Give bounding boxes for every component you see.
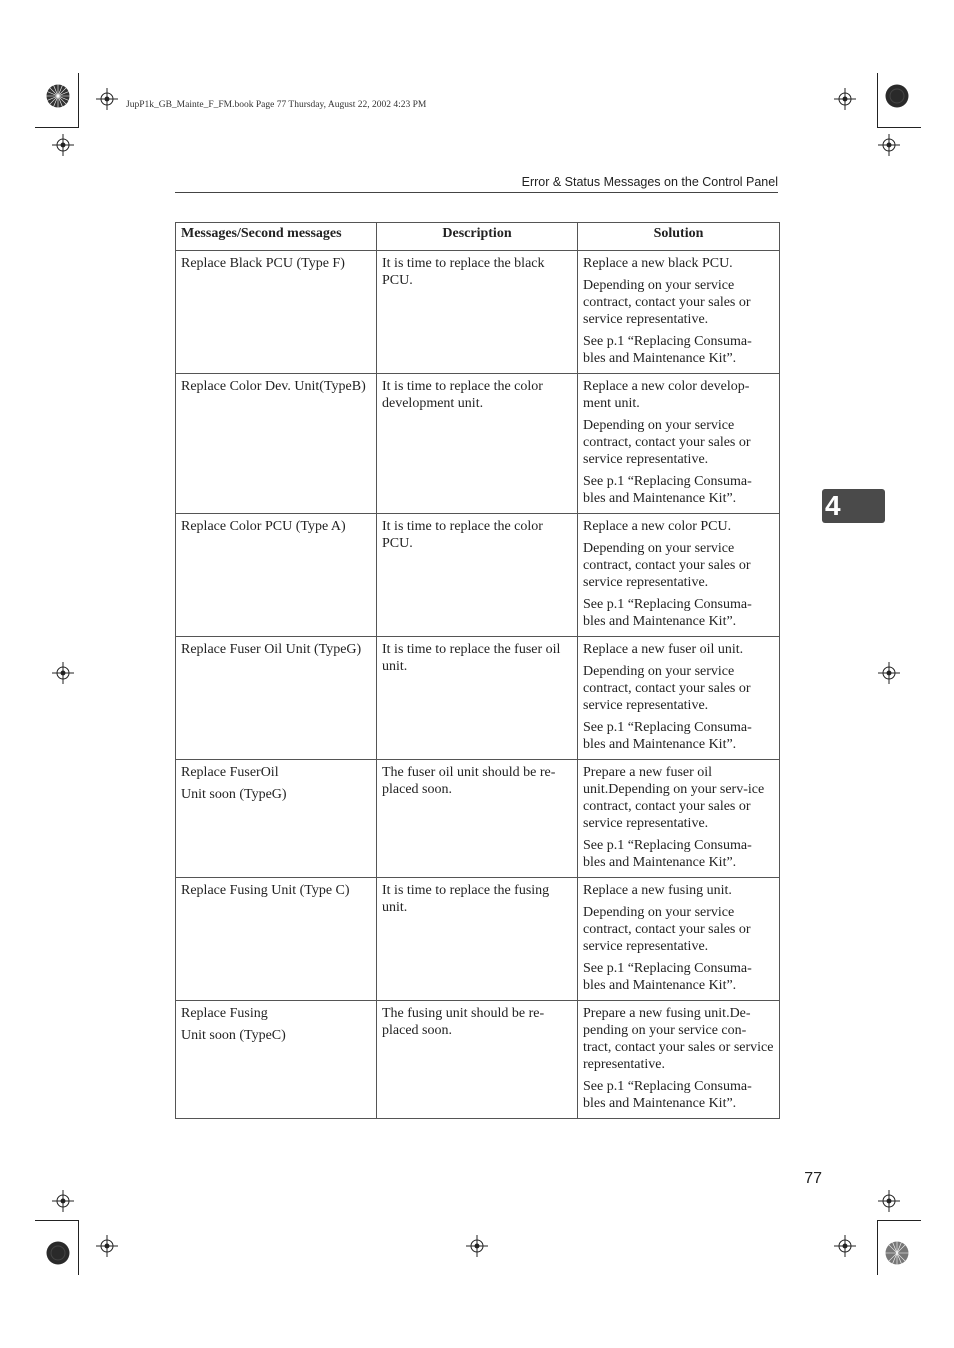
solution-cell <box>578 637 780 760</box>
registration-mark-icon <box>96 1235 118 1257</box>
registration-mark-icon <box>466 1235 488 1257</box>
message-cell <box>176 760 377 878</box>
page-number: 77 <box>804 1170 822 1187</box>
registration-mark-icon <box>52 1190 74 1212</box>
color-wheel-mark-icon <box>46 84 70 108</box>
column-header-solution: Solution <box>578 223 780 251</box>
description-text: It is time to replace the fuser oil unit. <box>382 642 561 674</box>
message-cell <box>176 374 377 514</box>
solid-dot-mark-icon <box>885 84 909 108</box>
message-cell <box>176 1001 377 1119</box>
column-header-messages: Messages/Second messages <box>176 223 377 251</box>
table-row <box>176 251 780 374</box>
solution-text: See p.1 “Replacing Consuma-bles and Maintenance Kit”. <box>583 838 752 870</box>
table-row <box>176 760 780 878</box>
solution-text: Depending on your service contract, contact your sales or service representative. <box>583 541 751 590</box>
chapter-tab <box>822 489 885 523</box>
messages-table <box>175 222 780 1119</box>
message-text: Replace FuserOil <box>181 765 279 780</box>
solution-cell <box>578 1001 780 1119</box>
description-cell <box>377 514 578 637</box>
description-text: The fuser oil unit should be re-placed soon. <box>382 765 556 797</box>
description-cell <box>377 251 578 374</box>
description-text: It is time to replace the color development unit. <box>382 379 543 411</box>
description-cell <box>377 637 578 760</box>
solution-cell <box>578 878 780 1001</box>
solution-text: Depending on your service contract, contact your sales or service representative. <box>583 905 751 954</box>
solid-dot-mark-icon <box>46 1241 70 1265</box>
solution-text: Prepare a new fusing unit.De-pending on your service con-tract, contact your sales or service representative. <box>583 1006 774 1072</box>
message-text: Replace Fuser Oil Unit (TypeG) <box>181 642 362 657</box>
registration-mark-icon <box>52 662 74 684</box>
registration-mark-icon <box>878 1190 900 1212</box>
solution-text: Replace a new color PCU. <box>583 519 732 534</box>
description-text: It is time to replace the fusing unit. <box>382 883 550 915</box>
print-info: JupP1k_GB_Mainte_F_FM.book Page 77 Thursday, August 22, 2002 4:23 PM <box>126 100 427 110</box>
description-cell <box>377 374 578 514</box>
registration-mark-icon <box>834 1235 856 1257</box>
solution-text: Depending on your service contract, contact your sales or service representative. <box>583 418 751 467</box>
solution-text: See p.1 “Replacing Consuma-bles and Maintenance Kit”. <box>583 1079 752 1111</box>
solution-text: Replace a new fuser oil unit. <box>583 642 744 657</box>
message-cell <box>176 878 377 1001</box>
solution-text: See p.1 “Replacing Consuma-bles and Maintenance Kit”. <box>583 961 752 993</box>
description-text: It is time to replace the color PCU. <box>382 519 543 551</box>
table-row <box>176 637 780 760</box>
message-text: Replace Color PCU (Type A) <box>181 519 346 534</box>
column-header-description: Description <box>377 223 578 251</box>
solution-text: Replace a new fusing unit. <box>583 883 732 898</box>
solution-cell <box>578 760 780 878</box>
message-cell <box>176 637 377 760</box>
message-text: Replace Black PCU (Type F) <box>181 256 345 271</box>
solution-text: See p.1 “Replacing Consuma-bles and Maintenance Kit”. <box>583 334 752 366</box>
solution-cell <box>578 374 780 514</box>
description-cell <box>377 760 578 878</box>
solution-text: See p.1 “Replacing Consuma-bles and Maintenance Kit”. <box>583 474 752 506</box>
chapter-number: 4 <box>825 490 841 521</box>
solution-cell <box>578 251 780 374</box>
solution-cell <box>578 514 780 637</box>
registration-mark-icon <box>878 134 900 156</box>
message-cell <box>176 251 377 374</box>
message-text: Replace Color Dev. Unit(TypeB) <box>181 379 366 394</box>
solution-text: Replace a new black PCU. <box>583 256 733 271</box>
message-text: Unit soon (TypeC) <box>181 1028 286 1043</box>
running-header: Error & Status Messages on the Control Panel <box>175 174 778 193</box>
description-cell <box>377 1001 578 1119</box>
description-text: The fusing unit should be re-placed soon. <box>382 1006 545 1038</box>
message-cell <box>176 514 377 637</box>
table-row <box>176 374 780 514</box>
solution-text: Prepare a new fuser oil unit.Depending on your serv-ice contract, contact your sales or service representative. <box>583 765 765 831</box>
registration-mark-icon <box>878 662 900 684</box>
solution-text: Replace a new color develop-ment unit. <box>583 379 750 411</box>
message-text: Replace Fusing Unit (Type C) <box>181 883 350 898</box>
color-wheel-mark-icon <box>885 1241 909 1265</box>
description-cell <box>377 878 578 1001</box>
table-row <box>176 878 780 1001</box>
description-text: It is time to replace the black PCU. <box>382 256 545 288</box>
registration-mark-icon <box>96 88 118 110</box>
registration-mark-icon <box>52 134 74 156</box>
solution-text: See p.1 “Replacing Consuma-bles and Maintenance Kit”. <box>583 720 752 752</box>
solution-text: See p.1 “Replacing Consuma-bles and Maintenance Kit”. <box>583 597 752 629</box>
message-text: Replace Fusing <box>181 1006 268 1021</box>
registration-mark-icon <box>834 88 856 110</box>
solution-text: Depending on your service contract, contact your sales or service representative. <box>583 664 751 713</box>
table-row <box>176 1001 780 1119</box>
message-text: Unit soon (TypeG) <box>181 787 287 802</box>
solution-text: Depending on your service contract, contact your sales or service representative. <box>583 278 751 327</box>
table-row <box>176 514 780 637</box>
table-header-row <box>176 223 780 251</box>
